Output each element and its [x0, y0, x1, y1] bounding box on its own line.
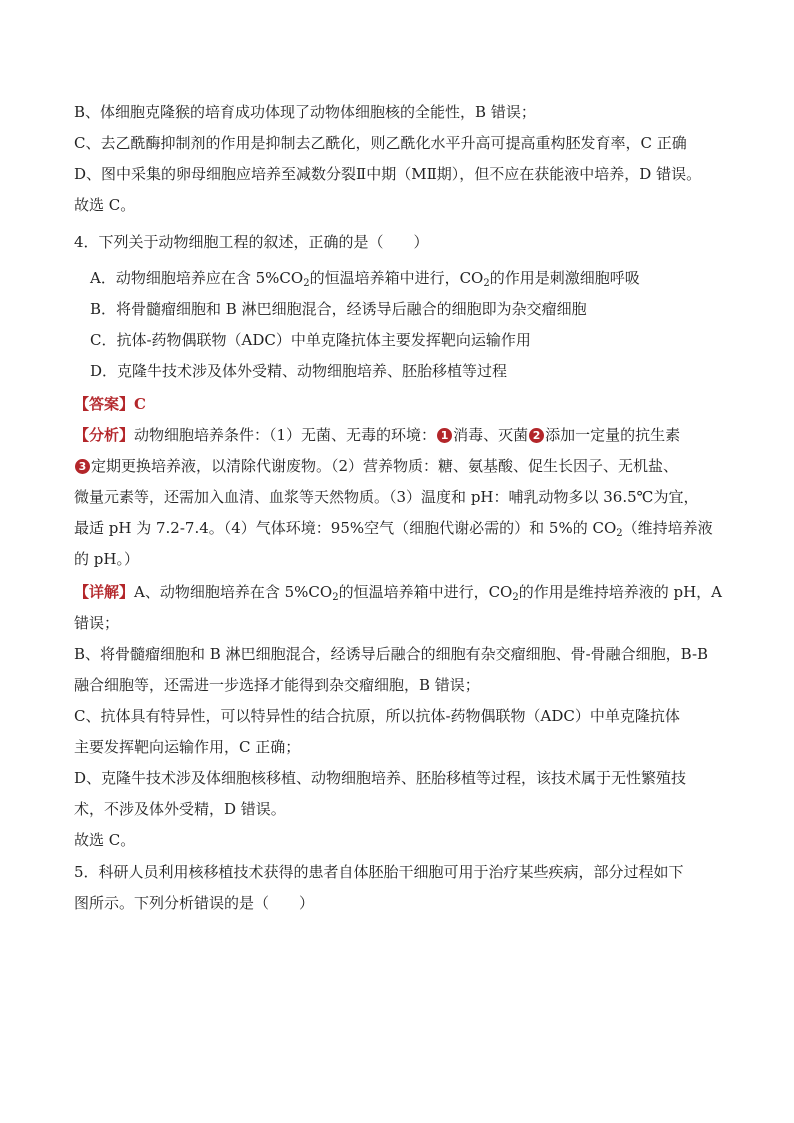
circled-number-3: 3: [75, 459, 90, 474]
q4-option-a-post: 的作用是刺激细胞呼吸: [489, 269, 640, 287]
q4-option-a-pre: A．动物细胞培养应在含 5%CO: [90, 269, 304, 287]
circled-number-2: 2: [529, 428, 544, 443]
analysis-line-5: 的 pH。）: [74, 550, 139, 568]
detail-line-b2: 融合细胞等，还需进一步选择才能得到杂交瘤细胞，B 错误；: [74, 676, 480, 694]
analysis-text: 最适 pH 为 7.2-7.4。（4）气体环境：95%空气（细胞代谢必需的）和 5%的 CO: [74, 519, 617, 537]
q4-option-b: B．将骨髓瘤细胞和 B 淋巴细胞混合，经诱导后融合的细胞即为杂交瘤细胞: [90, 300, 587, 318]
q4-option-d: D．克隆牛技术涉及体外受精、动物细胞培养、胚胎移植等过程: [90, 362, 508, 380]
prev-answer-choose: 故选 C。: [74, 196, 136, 214]
analysis-text: 添加一定量的抗生素: [545, 426, 681, 444]
analysis-line-1: [74, 425, 754, 445]
q4-option-a-mid: 的恒温培养箱中进行，CO: [309, 269, 484, 287]
analysis-line-4: [74, 518, 754, 538]
answer-label: 【答案】: [74, 395, 135, 413]
q4-option-c: C．抗体-药物偶联物（ADC）中单克隆抗体主要发挥靶向运输作用: [90, 331, 531, 349]
prev-answer-d: D、图中采集的卵母细胞应培养至减数分裂Ⅱ中期（MⅡ期），但不应在获能液中培养，D 错误。: [74, 165, 702, 183]
detail-line-d2: 术，不涉及体外受精，D 错误。: [74, 800, 286, 818]
detail-text: 的作用是维持培养液的 pH，A: [518, 583, 723, 601]
analysis-text: 动物细胞培养条件：（1）无菌、无毒的环境：: [134, 426, 437, 444]
q4-option-a: [90, 268, 770, 288]
detail-text: A、动物细胞培养在含 5%CO: [134, 583, 333, 601]
detail-line-c2: 主要发挥靶向运输作用，C 正确；: [74, 738, 301, 756]
subscript: 2: [303, 278, 310, 289]
detail-line-c1: C、抗体具有特异性，可以特异性的结合抗原，所以抗体-药物偶联物（ADC）中单克隆抗体: [74, 707, 680, 725]
analysis-line-3: 微量元素等，还需加入血清、血浆等天然物质。（3）温度和 pH：哺乳动物多以 36.5℃为宜，: [74, 488, 699, 506]
q5-stem-line-2: 图所示。下列分析错误的是（ ）: [74, 894, 315, 912]
subscript: 2: [512, 592, 519, 603]
subscript: 2: [483, 278, 490, 289]
circled-number-1: 1: [437, 428, 452, 443]
detail-line-a2: 错误；: [74, 614, 120, 632]
answer-value: C: [134, 395, 146, 413]
analysis-text: （维持培养液: [622, 519, 713, 537]
subscript: 2: [616, 528, 623, 539]
prev-answer-b: B、体细胞克隆猴的培育成功体现了动物体细胞核的全能性，B 错误；: [74, 103, 536, 121]
detail-line-a1: [74, 582, 754, 602]
q4-answer: [74, 394, 754, 414]
analysis-text: 消毒、灭菌: [453, 426, 529, 444]
detail-label: 【详解】: [74, 583, 135, 601]
detail-choose: 故选 C。: [74, 831, 136, 849]
subscript: 2: [332, 592, 339, 603]
analysis-label: 【分析】: [74, 426, 135, 444]
q5-stem-line-1: 5．科研人员利用核移植技术获得的患者自体胚胎干细胞可用于治疗某些疾病，部分过程如下: [74, 863, 684, 881]
prev-answer-c: C、去乙酰酶抑制剂的作用是抑制去乙酰化，则乙酰化水平升高可提高重构胚发育率，C 正确: [74, 134, 687, 152]
detail-line-d1: D、克隆牛技术涉及体细胞核移植、动物细胞培养、胚胎移植等过程，该技术属于无性繁殖技: [74, 769, 687, 787]
detail-line-b1: B、将骨髓瘤细胞和 B 淋巴细胞混合，经诱导后融合的细胞有杂交瘤细胞、骨-骨融合细胞，B-B: [74, 645, 709, 663]
analysis-text: 定期更换培养液，以清除代谢废物。（2）营养物质：糖、氨基酸、促生长因子、无机盐、: [91, 457, 679, 475]
q4-stem: 4．下列关于动物细胞工程的叙述，正确的是（ ）: [74, 233, 429, 251]
detail-text: 的恒温培养箱中进行，CO: [338, 583, 513, 601]
analysis-line-2: [74, 456, 754, 476]
